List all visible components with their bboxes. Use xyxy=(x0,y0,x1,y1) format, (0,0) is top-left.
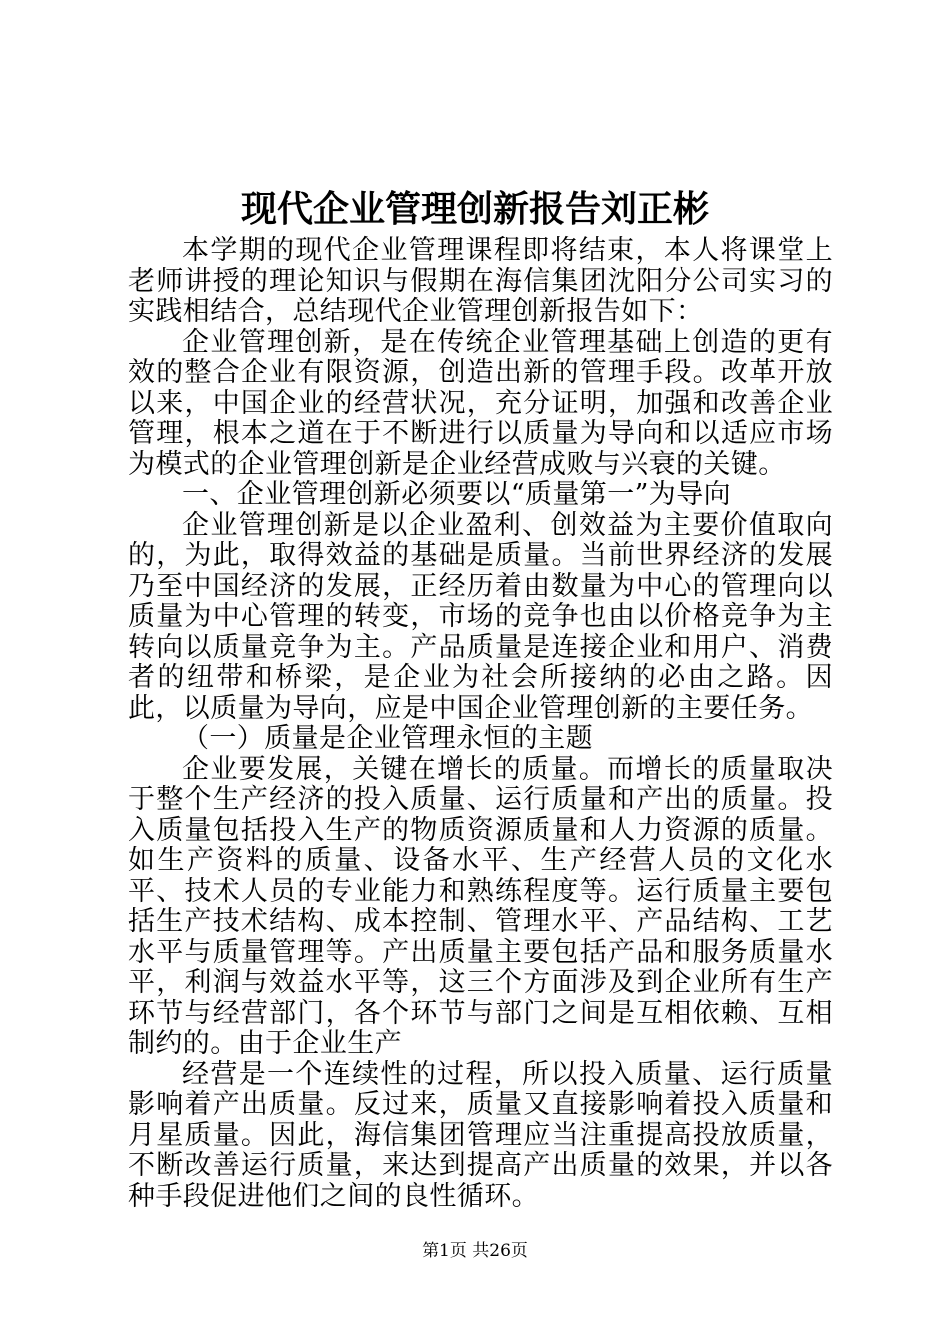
paragraph-definition: 企业管理创新，是在传统企业管理基础上创造的更有效的整合企业有限资源，创造出新的管理手段。改革开放以来，中国企业的经营状况，充分证明，加强和改善企业管理，根本之道在于不断进行以质量为导向和以适应市场为模式的企业管理创新是企业经营成败与兴衰的关键。 xyxy=(128,326,833,480)
section-heading-1: 一、企业管理创新必须要以“质量第一”为导向 xyxy=(182,479,732,510)
paragraph-quality-growth: 企业要发展，关键在增长的质量。而增长的质量取决于整个生产经济的投入质量、运行质量和产出的质量。投入质量包括投入生产的物质资源质量和人力资源的质量。如生产资料的质量、设备水平、生产经营人员的文化水平、技术人员的专业能力和熟练程度等。运行质量主要包括生产技术结构、成本控制、管理水平、产品结构、工艺水平与质量管理等。产出质量主要包括产品和服务质量水平，利润与效益水平等，这三个方面涉及到企业所有生产环节与经营部门，各个环节与部门之间是互相依赖、互相制约的。由于企业生产 xyxy=(128,753,833,1059)
subsection-heading-1: （一）质量是企业管理永恒的主题 xyxy=(182,723,593,754)
page-footer: 第1页 共26页 xyxy=(422,1241,528,1261)
paragraph-quality-orientation: 企业管理创新是以企业盈利、创效益为主要价值取向的，为此，取得效益的基础是质量。当前世界经济的发展乃至中国经济的发展，正经历着由数量为中心的管理向以质量为中心管理的转变，市场的竞争也由以价格竞争为主转向以质量竞争为主。产品质量是连接企业和用户、消费者的纽带和桥梁，是企业为社会所接纳的必由之路。因此，以质量为导向，应是中国企业管理创新的主要任务。 xyxy=(128,509,833,724)
paragraph-intro: 本学期的现代企业管理课程即将结束，本人将课堂上老师讲授的理论知识与假期在海信集团沈阳分公司实习的实践相结合，总结现代企业管理创新报告如下： xyxy=(128,235,833,327)
paragraph-continuous-process: 经营是一个连续性的过程，所以投入质量、运行质量影响着产出质量。反过来，质量又直接影响着投入质量和月星质量。因此，海信集团管理应当注重提高投放质量，不断改善运行质量，来达到提高产出质量的效果，并以各种手段促进他们之间的良性循环。 xyxy=(128,1058,833,1212)
document-body xyxy=(128,236,833,1212)
document-title: 现代企业管理创新报告刘正彬 xyxy=(240,188,709,230)
